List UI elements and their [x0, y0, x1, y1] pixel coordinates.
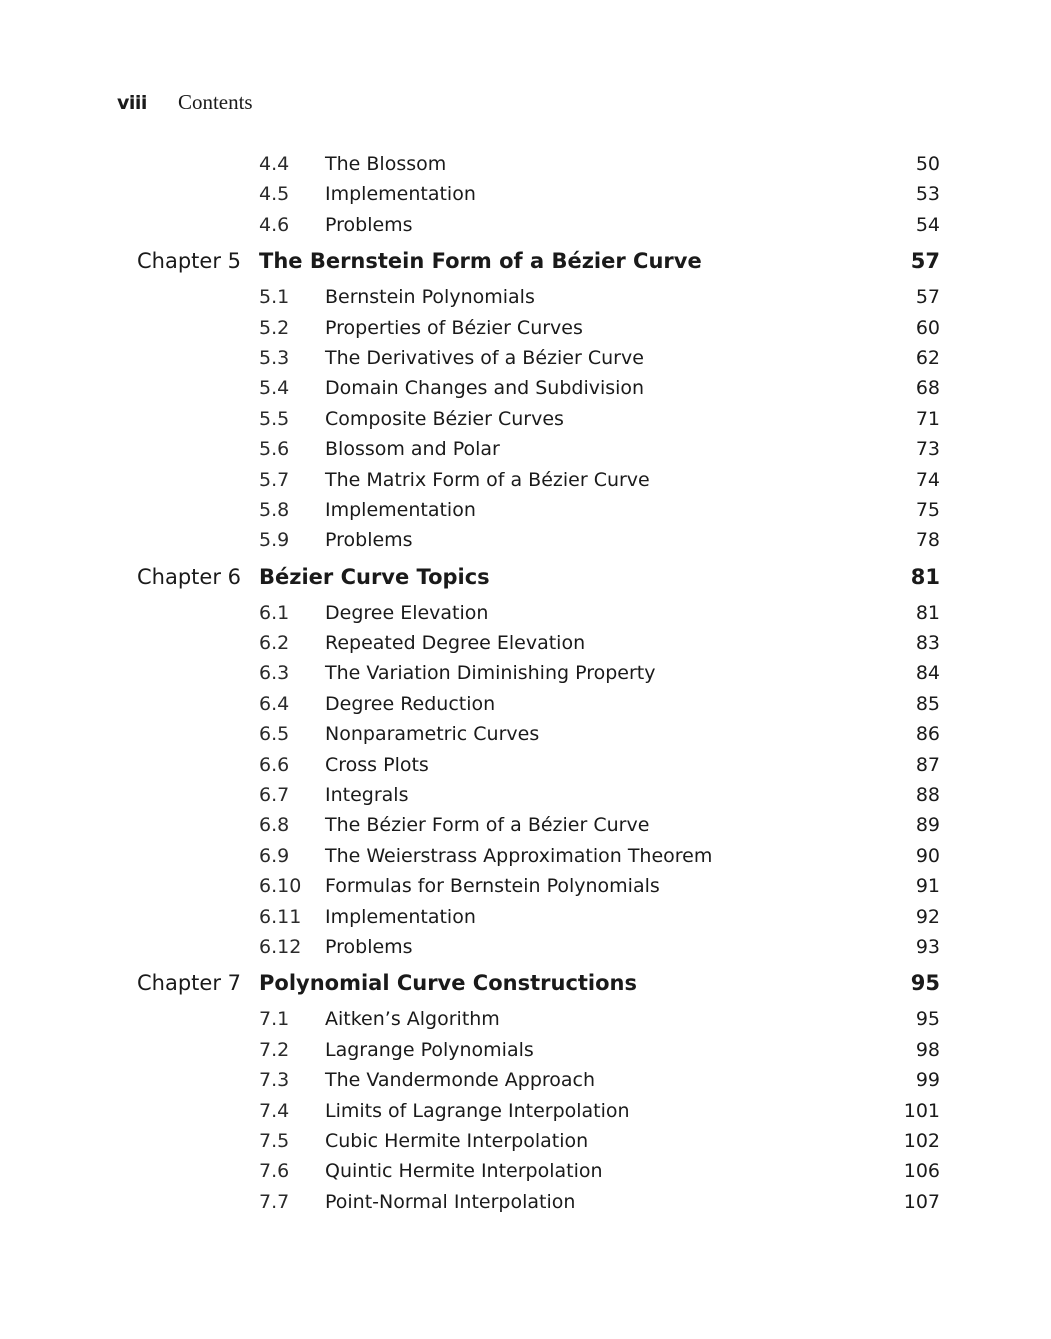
- page-number: 107: [903, 1190, 940, 1213]
- section-number: 7.2: [259, 1038, 290, 1061]
- page-number: 92: [915, 905, 940, 928]
- section-title: Degree Reduction: [325, 692, 496, 715]
- page-folio: viii: [117, 92, 147, 114]
- toc-section-row: [0, 750, 1051, 780]
- toc-chapter-row: [0, 962, 1051, 1004]
- toc-section-row: [0, 902, 1051, 932]
- section-title: Repeated Degree Elevation: [325, 632, 586, 655]
- toc-section-row: [0, 1187, 1051, 1217]
- section-number: 5.2: [259, 316, 290, 339]
- section-title: Aitken’s Algorithm: [325, 1008, 500, 1031]
- page-number: 93: [915, 935, 940, 958]
- running-head: [117, 90, 253, 115]
- section-title: Formulas for Bernstein Polynomials: [325, 875, 660, 898]
- page-number: 91: [915, 875, 940, 898]
- page-number: 86: [915, 723, 940, 746]
- page-number: 73: [915, 438, 940, 461]
- chapter-label: Chapter 7: [137, 971, 241, 996]
- section-number: 5.8: [259, 498, 290, 521]
- page-number: 62: [915, 346, 940, 369]
- section-title: Properties of Bézier Curves: [325, 316, 583, 339]
- page-number: 85: [915, 692, 940, 715]
- section-number: 6.9: [259, 844, 290, 867]
- section-number: 4.6: [259, 213, 290, 236]
- section-title: Integrals: [325, 784, 409, 807]
- toc-section-row: [0, 313, 1051, 343]
- section-title: Blossom and Polar: [325, 438, 500, 461]
- toc-section-row: [0, 810, 1051, 840]
- page-number: 68: [915, 377, 940, 400]
- section-title: Bernstein Polynomials: [325, 286, 535, 309]
- page-number: 98: [915, 1038, 940, 1061]
- section-number: 5.5: [259, 407, 290, 430]
- section-title: The Vandermonde Approach: [325, 1069, 596, 1092]
- section-number: 7.7: [259, 1190, 290, 1213]
- page-number: 88: [915, 784, 940, 807]
- page-number: 95: [910, 971, 940, 996]
- page-number: 89: [915, 814, 940, 837]
- section-number: 4.5: [259, 183, 290, 206]
- page-number: 87: [915, 753, 940, 776]
- section-number: 5.3: [259, 346, 290, 369]
- toc-section-row: [0, 871, 1051, 901]
- section-title: The Bézier Form of a Bézier Curve: [325, 814, 650, 837]
- section-title: Degree Elevation: [325, 601, 489, 624]
- section-number: 7.5: [259, 1129, 290, 1152]
- toc-section-row: [0, 465, 1051, 495]
- toc-section-row: [0, 495, 1051, 525]
- toc-section-row: [0, 719, 1051, 749]
- page-number: 54: [915, 213, 940, 236]
- section-title: Domain Changes and Subdivision: [325, 377, 645, 400]
- section-title: Lagrange Polynomials: [325, 1038, 534, 1061]
- section-number: 6.12: [259, 935, 302, 958]
- page-number: 101: [903, 1099, 940, 1122]
- section-number: 6.3: [259, 662, 290, 685]
- section-title: Cross Plots: [325, 753, 429, 776]
- page-number: 81: [915, 601, 940, 624]
- toc-section-row: [0, 628, 1051, 658]
- section-number: 7.3: [259, 1069, 290, 1092]
- chapter-title: Bézier Curve Topics: [259, 564, 490, 589]
- toc-section-row: [0, 404, 1051, 434]
- page-number: 57: [910, 249, 940, 274]
- page-number: 78: [915, 529, 940, 552]
- section-number: 6.1: [259, 601, 290, 624]
- section-number: 6.11: [259, 905, 302, 928]
- page-number: 99: [915, 1069, 940, 1092]
- page-number: 57: [915, 286, 940, 309]
- toc-section-row: [0, 1004, 1051, 1034]
- section-number: 7.1: [259, 1008, 290, 1031]
- running-head-title: Contents: [177, 90, 253, 114]
- toc-section-row: [0, 343, 1051, 373]
- section-number: 7.6: [259, 1160, 290, 1183]
- toc-section-row: [0, 434, 1051, 464]
- page-number: 50: [915, 153, 940, 175]
- table-of-contents: [0, 149, 1051, 1217]
- section-title: Composite Bézier Curves: [325, 407, 564, 430]
- page-number: 83: [915, 632, 940, 655]
- toc-section-row: [0, 1096, 1051, 1126]
- section-number: 5.6: [259, 438, 290, 461]
- section-title: Implementation: [325, 183, 476, 206]
- toc-chapter-row: [0, 240, 1051, 282]
- section-title: The Derivatives of a Bézier Curve: [325, 346, 644, 369]
- page-number: 74: [915, 468, 940, 491]
- section-title: The Weierstrass Approximation Theorem: [325, 844, 713, 867]
- toc-chapter-row: [0, 556, 1051, 598]
- section-number: 5.4: [259, 377, 290, 400]
- page-number: 84: [915, 662, 940, 685]
- toc-section-row: [0, 1035, 1051, 1065]
- toc-section-row: [0, 598, 1051, 628]
- page-number: 71: [915, 407, 940, 430]
- section-number: 6.6: [259, 753, 290, 776]
- page-number: 95: [915, 1008, 940, 1031]
- section-number: 4.4: [259, 153, 290, 175]
- section-number: 6.4: [259, 692, 290, 715]
- chapter-title: The Bernstein Form of a Bézier Curve: [259, 249, 702, 274]
- toc-section-row: [0, 689, 1051, 719]
- page-number: 75: [915, 498, 940, 521]
- section-number: 5.9: [259, 529, 290, 552]
- page-number: 60: [915, 316, 940, 339]
- toc-section-row: [0, 282, 1051, 312]
- toc-section-row: [0, 1126, 1051, 1156]
- toc-section-row: [0, 210, 1051, 240]
- chapter-label: Chapter 6: [137, 564, 241, 589]
- toc-section-row: [0, 780, 1051, 810]
- toc-section-row: [0, 932, 1051, 962]
- section-number: 7.4: [259, 1099, 290, 1122]
- section-title: The Matrix Form of a Bézier Curve: [325, 468, 650, 491]
- toc-section-row: [0, 373, 1051, 403]
- toc-section-row: [0, 525, 1051, 555]
- page-number: 81: [910, 564, 940, 589]
- section-number: 6.10: [259, 875, 302, 898]
- toc-section-row: [0, 1065, 1051, 1095]
- section-title: Quintic Hermite Interpolation: [325, 1160, 603, 1183]
- chapter-title: Polynomial Curve Constructions: [259, 971, 637, 996]
- page-number: 53: [915, 183, 940, 206]
- section-number: 5.1: [259, 286, 290, 309]
- section-title: Cubic Hermite Interpolation: [325, 1129, 589, 1152]
- toc-section-row: [0, 658, 1051, 688]
- section-number: 6.2: [259, 632, 290, 655]
- section-title: Problems: [325, 213, 413, 236]
- section-number: 5.7: [259, 468, 290, 491]
- section-number: 6.7: [259, 784, 290, 807]
- toc-section-row: [0, 149, 1051, 179]
- toc-section-row: [0, 1156, 1051, 1186]
- section-title: Problems: [325, 935, 413, 958]
- section-title: Nonparametric Curves: [325, 723, 540, 746]
- section-title: The Blossom: [325, 153, 447, 175]
- section-number: 6.8: [259, 814, 290, 837]
- section-title: Implementation: [325, 905, 476, 928]
- chapter-label: Chapter 5: [137, 249, 241, 274]
- page-number: 90: [915, 844, 940, 867]
- section-title: Problems: [325, 529, 413, 552]
- section-title: Implementation: [325, 498, 476, 521]
- toc-section-row: [0, 841, 1051, 871]
- section-title: Point-Normal Interpolation: [325, 1190, 576, 1213]
- section-number: 6.5: [259, 723, 290, 746]
- page-number: 106: [903, 1160, 940, 1183]
- section-title: The Variation Diminishing Property: [325, 662, 656, 685]
- page-number: 102: [903, 1129, 940, 1152]
- toc-section-row: [0, 179, 1051, 209]
- section-title: Limits of Lagrange Interpolation: [325, 1099, 630, 1122]
